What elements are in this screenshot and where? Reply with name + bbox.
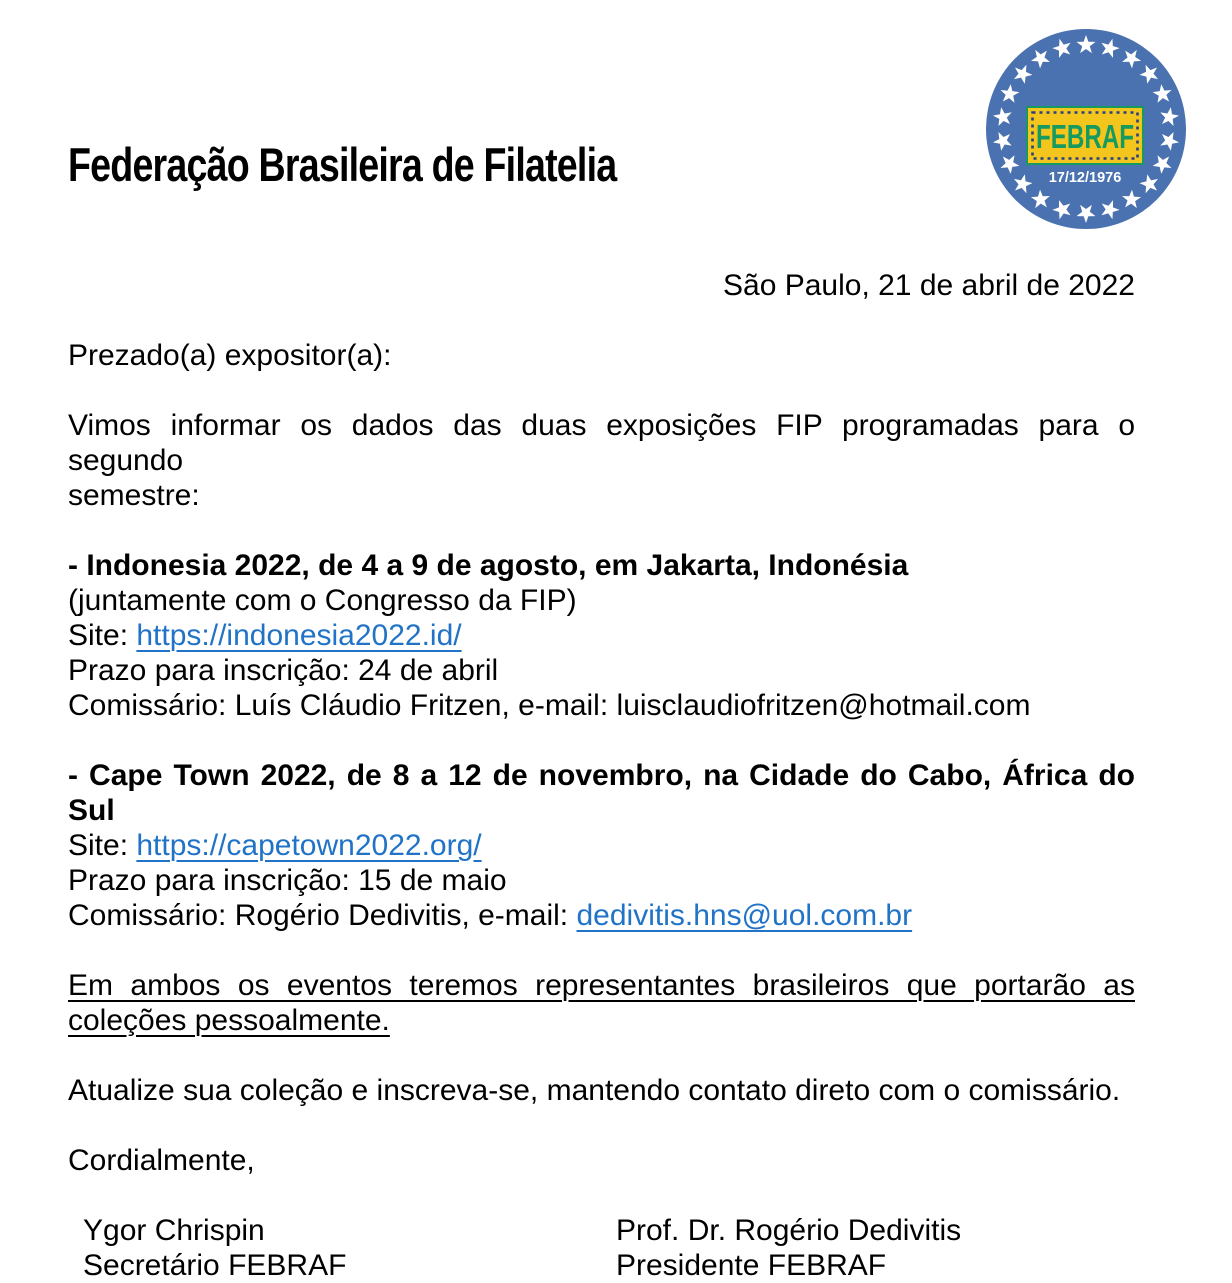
intro-line2: semestre: [68, 479, 200, 512]
deadline-line: Prazo para inscrição: 15 de maio [68, 864, 507, 897]
intro-paragraph [68, 408, 1135, 513]
event-capetown [68, 758, 1135, 933]
commissioner-email: luisclaudiofritzen@hotmail.com [616, 689, 1031, 722]
commissioner-label: Comissário: Luís Cláudio Fritzen, e-mail: [68, 689, 609, 722]
date-line: São Paulo, 21 de abril de 2022 [723, 269, 1135, 302]
emphasis-paragraph [68, 968, 1135, 1038]
site-line [68, 828, 1135, 863]
logo-founded-date: 17/12/1976 [1048, 170, 1122, 186]
site-label: Site: [68, 619, 129, 652]
letter-body [68, 268, 1135, 1283]
capetown-site-link[interactable]: https://capetown2022.org/ [136, 829, 482, 862]
indonesia-site-link[interactable]: https://indonesia2022.id/ [136, 619, 462, 652]
logo-acronym: FEBRAF [1036, 118, 1134, 155]
intro-line1: Vimos informar os dados das duas exposições FIP programadas para o segundo [68, 409, 1135, 477]
signature-name: Ygor Chrispin [83, 1214, 265, 1247]
signature-roles-row [68, 1248, 1135, 1283]
commissioner-label: Comissário: Rogério Dedivitis, e-mail: [68, 899, 569, 932]
commissioner-line [68, 688, 1135, 723]
site-label: Site: [68, 829, 129, 862]
event-title: - Indonesia 2022, de 4 a 9 de agosto, em Jakarta, Indonésia [68, 549, 909, 582]
closing-request: Atualize sua coleção e inscreva-se, mantendo contato direto com o comissário. [68, 1074, 1121, 1107]
emphasis-line2: coleções pessoalmente. [68, 1004, 390, 1037]
signature-names-row [68, 1213, 1135, 1248]
event-note: (juntamente com o Congresso da FIP) [68, 584, 577, 617]
febraf-logo [986, 29, 1186, 229]
signature-name: Prof. Dr. Rogério Dedivitis [616, 1214, 962, 1247]
event-indonesia [68, 548, 1135, 723]
event-title-line2: Sul [68, 794, 115, 827]
deadline-line: Prazo para inscrição: 24 de abril [68, 654, 499, 687]
event-title-line1: - Cape Town 2022, de 8 a 12 de novembro, na Cidade do Cabo, África do [68, 759, 1135, 792]
org-title: Federação Brasileira de Filatelia [68, 138, 617, 191]
signoff: Cordialmente, [68, 1144, 255, 1177]
commissioner-email-link[interactable]: dedivitis.hns@uol.com.br [576, 899, 913, 932]
emphasis-line1: Em ambos os eventos teremos representantes brasileiros que portarão as [68, 969, 1135, 1002]
salutation: Prezado(a) expositor(a): [68, 339, 392, 372]
site-line [68, 618, 1135, 653]
commissioner-line [68, 898, 1135, 933]
signature-role: Presidente FEBRAF [616, 1249, 887, 1282]
signature-role: Secretário FEBRAF [83, 1249, 347, 1282]
